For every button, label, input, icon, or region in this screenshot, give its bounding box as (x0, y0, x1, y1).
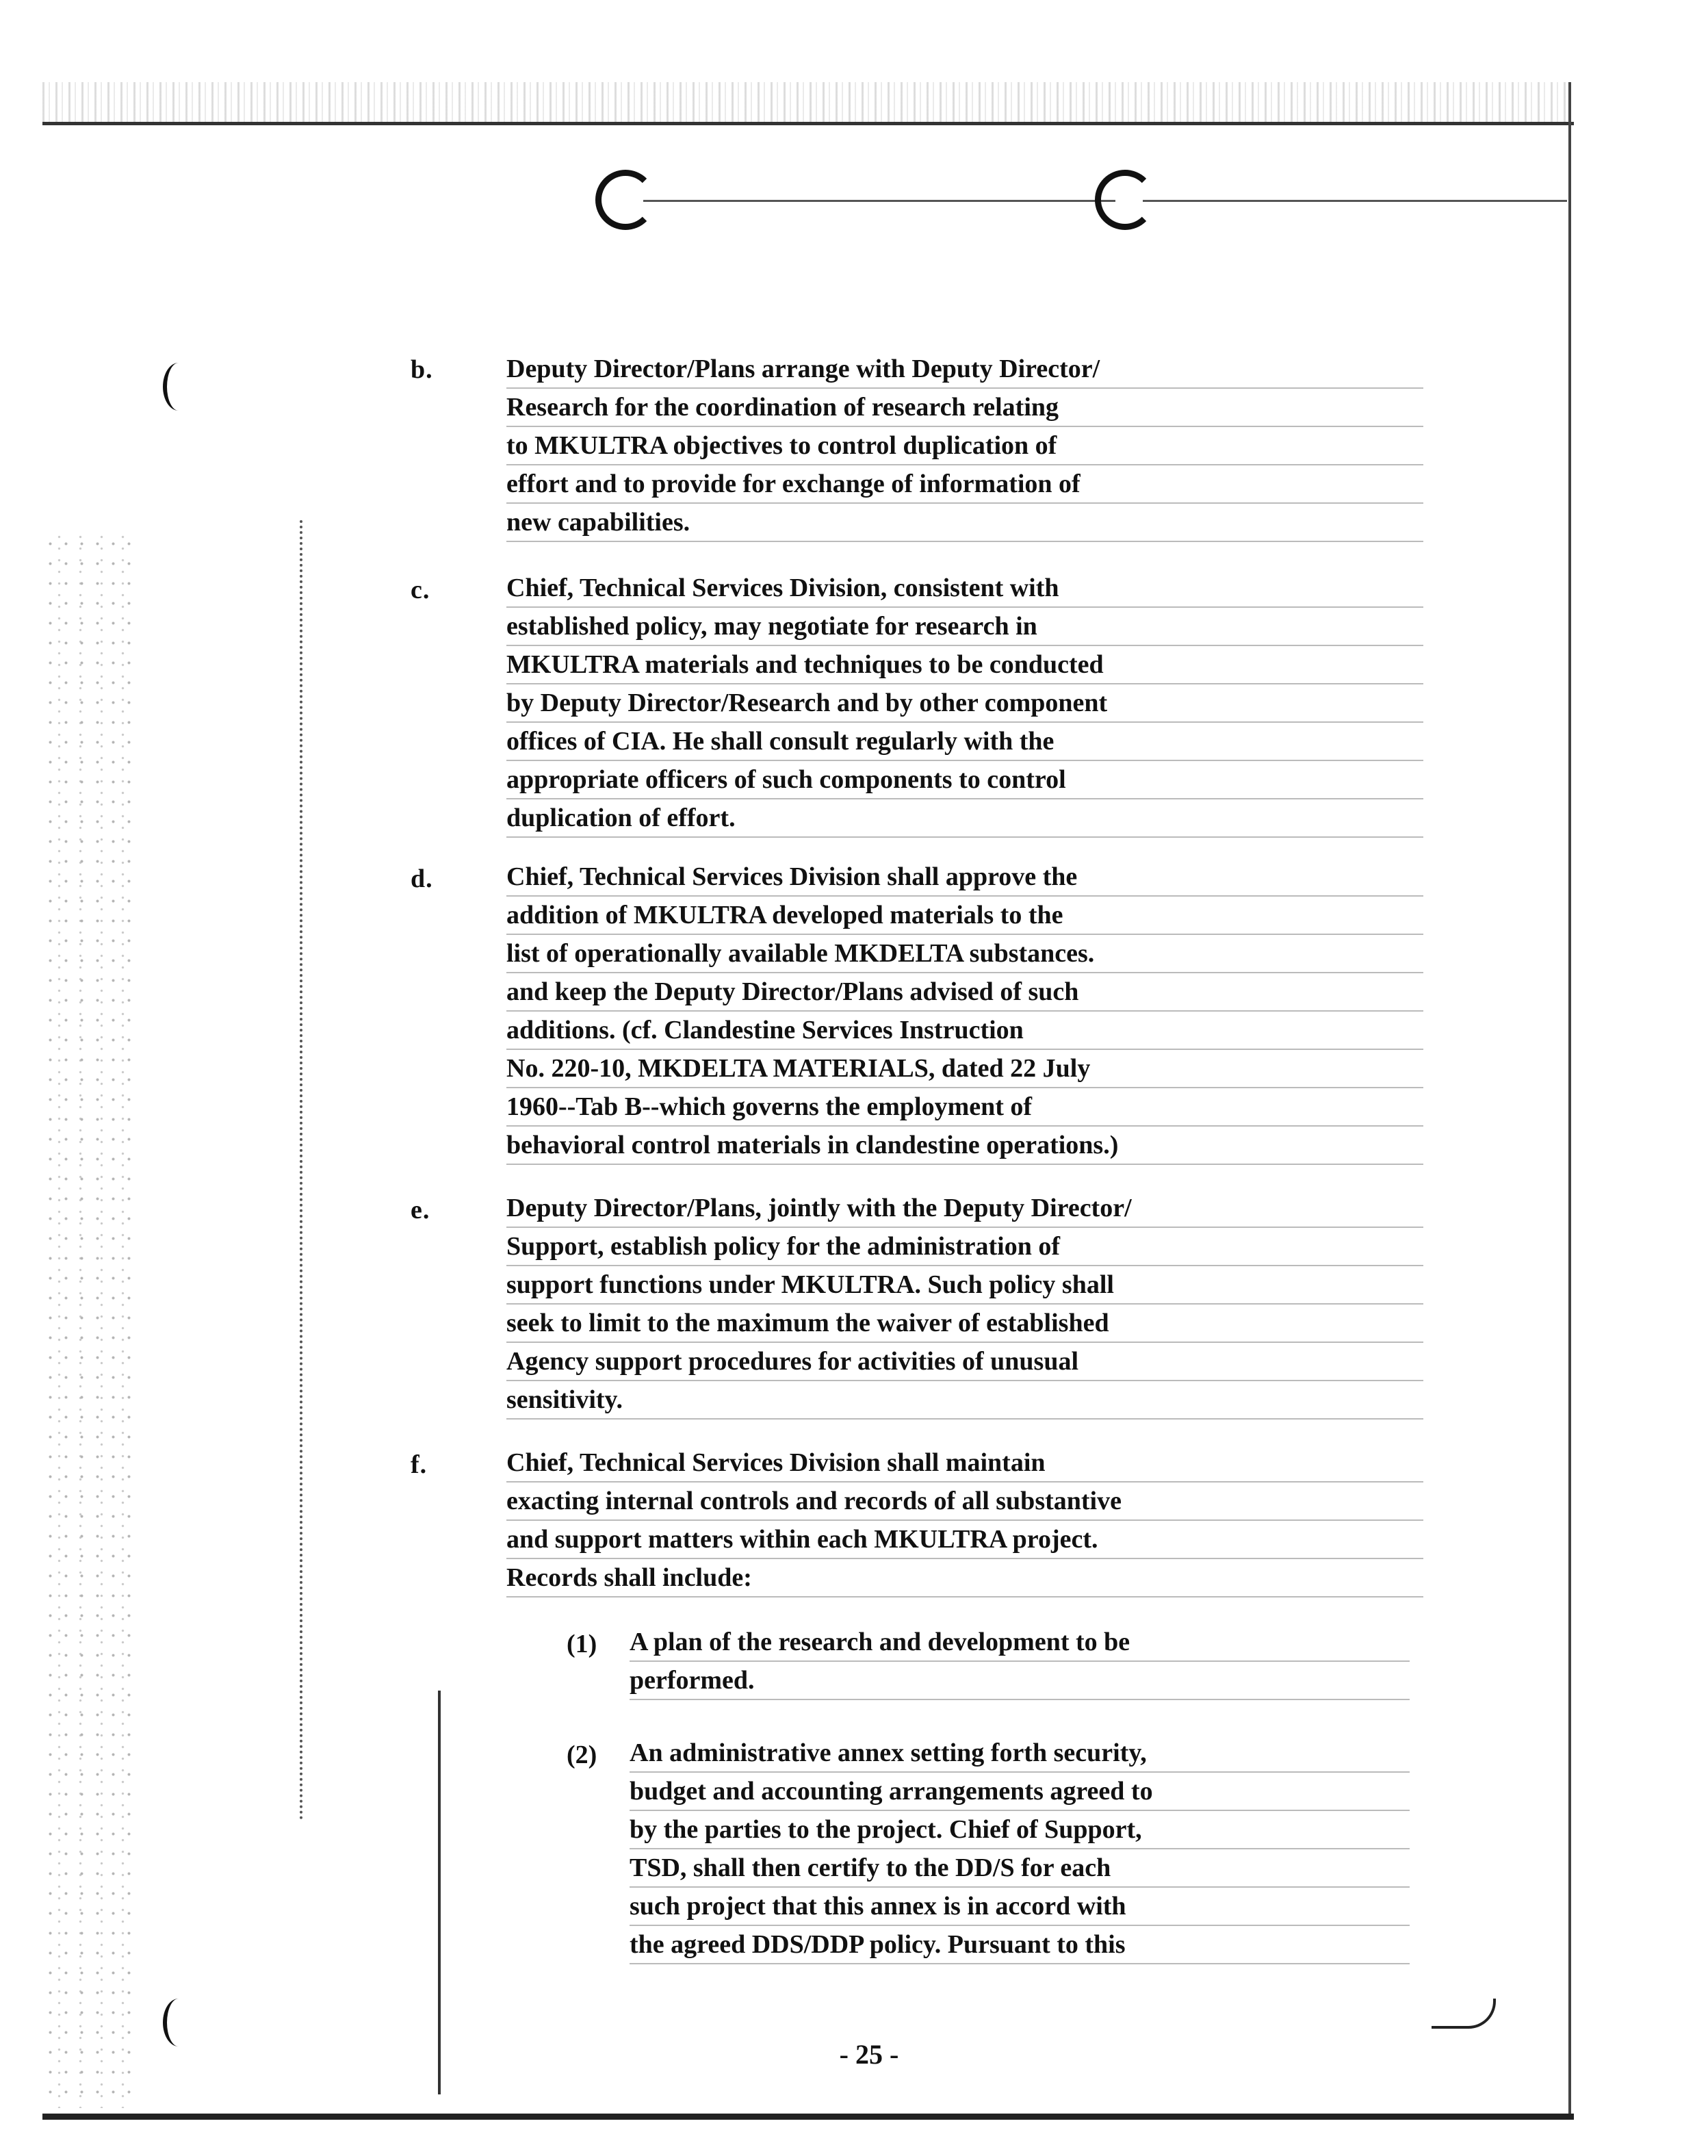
page-number: - 25 - (839, 2039, 899, 2070)
paragraph-line: seek to limit to the maximum the waiver of established (506, 1305, 1423, 1343)
paragraph-line: new capabilities. (506, 504, 1423, 542)
scan-noise-top (42, 82, 1574, 125)
paragraph-line: 1960--Tab B--which governs the employment of (506, 1088, 1423, 1127)
paragraph-line: and support matters within each MKULTRA project. (506, 1521, 1423, 1559)
subitem-label: (1) (567, 1630, 597, 1658)
paragraph-line: Records shall include: (506, 1559, 1423, 1597)
scan-speckle-margin (42, 534, 131, 2108)
paragraph-line: TSD, shall then certify to the DD/S for each (630, 1849, 1410, 1888)
subitem-1 (630, 1624, 1410, 1700)
paragraph-line: to MKULTRA objectives to control duplication of (506, 427, 1423, 465)
paragraph-c (506, 569, 1423, 838)
paragraph-line: additions. (cf. Clandestine Services Instruction (506, 1012, 1423, 1050)
paragraph-line: Support, establish policy for the administration of (506, 1228, 1423, 1266)
paragraph-line: exacting internal controls and records of all substantive (506, 1483, 1423, 1521)
paragraph-line: addition of MKULTRA developed materials to the (506, 897, 1423, 935)
binder-rule-left (643, 200, 1115, 202)
paragraph-line: such project that this annex is in accord with (630, 1888, 1410, 1926)
paragraph-line: the agreed DDS/DDP policy. Pursuant to this (630, 1926, 1410, 1964)
paragraph-line: Chief, Technical Services Division, consistent with (506, 569, 1423, 608)
margin-paren-bottom-icon (163, 1999, 194, 2046)
paragraph-line: effort and to provide for exchange of information of (506, 465, 1423, 504)
paragraph-line: established policy, may negotiate for research in (506, 608, 1423, 646)
paragraph-line: duplication of effort. (506, 799, 1423, 838)
paragraph-line: MKULTRA materials and techniques to be conducted (506, 646, 1423, 684)
margin-bracket-left (438, 1691, 448, 2094)
paragraph-f (506, 1444, 1423, 1597)
paragraph-line: Deputy Director/Plans arrange with Deputy Director/ (506, 350, 1423, 389)
paragraph-line: sensitivity. (506, 1381, 1423, 1420)
subitem-label: (2) (567, 1741, 597, 1769)
paragraph-line: Deputy Director/Plans, jointly with the Deputy Director/ (506, 1190, 1423, 1228)
scan-border-top (42, 122, 1574, 125)
paragraph-line: Agency support procedures for activities of unusual (506, 1343, 1423, 1381)
paragraph-line: and keep the Deputy Director/Plans advised of such (506, 973, 1423, 1012)
paragraph-label: d. (411, 864, 433, 893)
paragraph-line: Chief, Technical Services Division shall maintain (506, 1444, 1423, 1483)
paragraph-d (506, 858, 1423, 1165)
scan-border-bottom (42, 2114, 1574, 2120)
paragraph-label: b. (411, 355, 433, 384)
paragraph-e (506, 1190, 1423, 1420)
paragraph-line: performed. (630, 1662, 1410, 1700)
paragraph-line: offices of CIA. He shall consult regularly with the (506, 723, 1423, 761)
paragraph-label: f. (411, 1450, 428, 1479)
paragraph-line: support functions under MKULTRA. Such policy shall (506, 1266, 1423, 1305)
paragraph-line: by Deputy Director/Research and by other component (506, 684, 1423, 723)
paragraph-line: behavioral control materials in clandestine operations.) (506, 1127, 1423, 1165)
paragraph-line: An administrative annex setting forth security, (630, 1734, 1410, 1773)
paragraph-label: c. (411, 576, 430, 604)
paragraph-line: by the parties to the project. Chief of Support, (630, 1811, 1410, 1849)
paragraph-line: No. 220-10, MKDELTA MATERIALS, dated 22 July (506, 1050, 1423, 1088)
paragraph-b (506, 350, 1423, 542)
paragraph-line: A plan of the research and development to be (630, 1624, 1410, 1662)
subitem-2 (630, 1734, 1410, 1964)
binder-rule-right (1143, 200, 1567, 202)
scan-border-right (1568, 82, 1571, 2118)
paragraph-line: budget and accounting arrangements agreed to (630, 1773, 1410, 1811)
margin-bracket-right (1432, 1999, 1496, 2029)
paragraph-line: Research for the coordination of research relating (506, 389, 1423, 427)
paragraph-line: appropriate officers of such components to control (506, 761, 1423, 799)
paragraph-line: list of operationally available MKDELTA substances. (506, 935, 1423, 973)
margin-paren-top-icon (163, 363, 194, 411)
paragraph-label: e. (411, 1196, 430, 1224)
paragraph-line: Chief, Technical Services Division shall approve the (506, 858, 1423, 897)
margin-dotted-line (300, 520, 307, 1821)
